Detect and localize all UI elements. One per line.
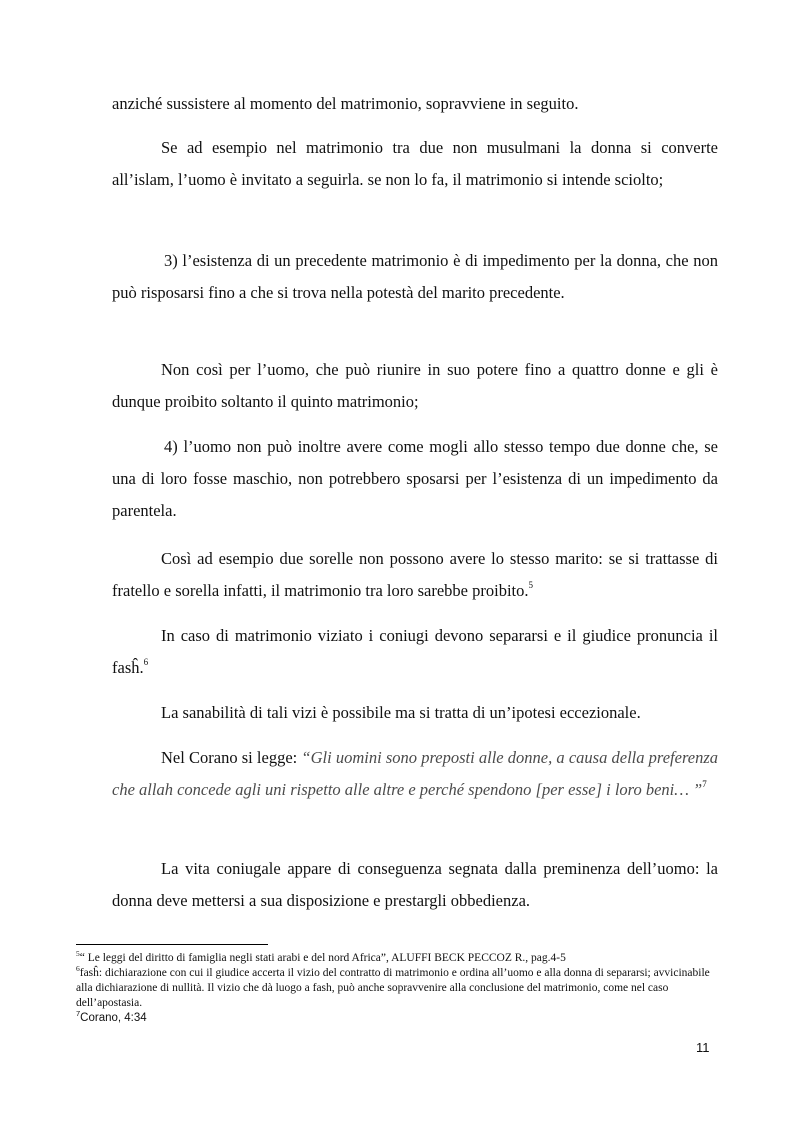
paragraph-6-text: Così ad esempio due sorelle non possono avere lo stesso marito: se si trattasse di fratello e sorella infatti, il matrimonio tra loro sarebbe proibito. — [112, 549, 718, 600]
paragraph-1: anziché sussistere al momento del matrimonio, sopravviene in seguito. — [112, 94, 579, 113]
footnote-ref-7: 7 — [702, 779, 707, 789]
footnote-separator — [76, 944, 268, 945]
paragraph-9 — [112, 742, 718, 806]
footnotes — [76, 951, 712, 1026]
paragraph-4: Non così per l’uomo, che può riunire in suo potere fino a quattro donne e gli è dunque proibito soltanto il quinto matrimonio; — [112, 360, 718, 411]
footnote-mark: 6 — [76, 964, 80, 973]
paragraph-5: 4) l’uomo non può inoltre avere come mogli allo stesso tempo due donne che, se una di loro fosse maschio, non potrebbero sposarsi per l’esistenza di un impedimento da parentela. — [112, 437, 718, 520]
paragraph-7 — [112, 620, 718, 684]
footnote-5 — [76, 951, 712, 966]
footnote-7 — [76, 1011, 712, 1026]
page-number: 11 — [696, 1040, 710, 1055]
footnote-text: “ Le leggi del diritto di famiglia negli stati arabi e del nord Africa”, ALUFFI BECK PECCOZ R., pag.4-5 — [79, 952, 566, 964]
paragraph-8: La sanabilità di tali vizi è possibile ma si tratta di un’ipotesi eccezionale. — [161, 703, 641, 722]
footnote-ref-6: 6 — [143, 657, 149, 667]
footnote-ref-5: 5 — [528, 580, 533, 590]
paragraph-6 — [112, 543, 718, 607]
footnote-6 — [76, 966, 712, 1011]
paragraph-3: 3) l’esistenza di un precedente matrimonio è di impedimento per la donna, che non può risposarsi fino a che si trova nella potestà del marito precedente. — [112, 251, 718, 302]
quote-lead-in: Nel Corano si legge: — [161, 748, 302, 767]
quran-quote: “Gli uomini sono preposti alle donne, a causa della preferenza che allah concede agli uni rispetto alle altre e perché spendono [per esse] i loro beni… ” — [112, 748, 718, 799]
paragraph-2: Se ad esempio nel matrimonio tra due non musulmani la donna si converte all’islam, l’uomo è invitato a seguirla. se non lo fa, il matrimonio si intende sciolto; — [112, 138, 718, 189]
footnote-mark: 5 — [76, 949, 80, 958]
paragraph-7-text: In caso di matrimonio viziato i coniugi devono separarsi e il giudice pronuncia il fasĥ. — [112, 626, 718, 677]
paragraph-10: La vita coniugale appare di conseguenza segnata dalla preminenza dell’uomo: la donna deve mettersi a sua disposizione e prestargli obbedienza. — [112, 859, 718, 910]
footnote-text: fasĥ: dichiarazione con cui il giudice accerta il vizio del contratto di matrimonio e ordina all’uomo e alla donna di separarsi; avvicinabile alla dichiarazione di nullità. Il vizio che dà luogo a fash, può anche sopravvenire alla conclusione del matrimonio, come nel caso dell’apostasia. — [76, 967, 710, 1009]
footnote-mark: 7 — [76, 1009, 81, 1018]
footnote-text: Corano, 4:34 — [80, 1012, 147, 1024]
